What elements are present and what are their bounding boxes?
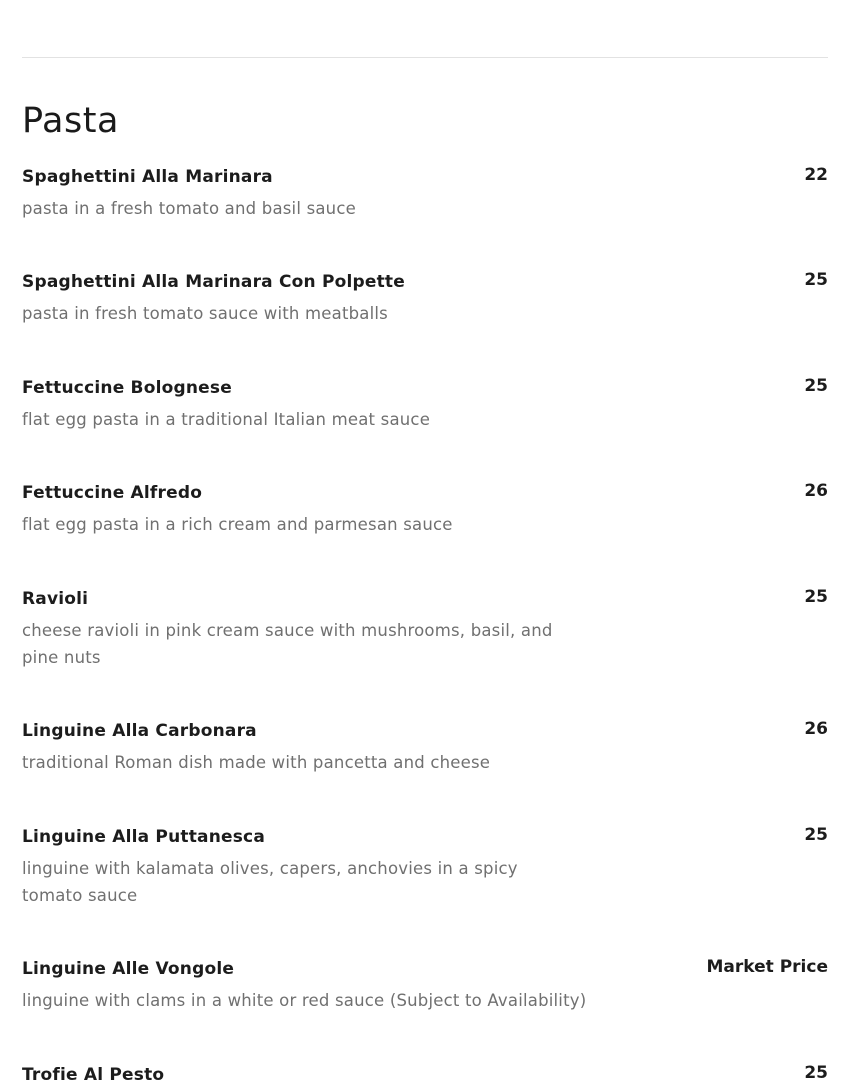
item-name: Spaghettini Alla Marinara Con Polpette bbox=[22, 272, 405, 292]
menu-item bbox=[22, 718, 828, 824]
item-name: Linguine Alla Carbonara bbox=[22, 721, 257, 741]
item-name: Fettuccine Bolognese bbox=[22, 378, 232, 398]
menu-item bbox=[22, 1062, 828, 1083]
item-name: Trofie Al Pesto bbox=[22, 1065, 165, 1083]
item-name: Ravioli bbox=[22, 589, 89, 609]
item-description: cheese ravioli in pink cream sauce with mushrooms, basil, and pine nuts bbox=[22, 621, 553, 667]
item-description: linguine with kalamata olives, capers, anchovies in a spicy tomato sauce bbox=[22, 859, 518, 905]
menu-item bbox=[22, 586, 828, 718]
item-description: linguine with clams in a white or red sauce (Subject to Availability) bbox=[22, 991, 587, 1010]
item-description: pasta in a fresh tomato and basil sauce bbox=[22, 199, 356, 218]
menu-item bbox=[22, 164, 828, 269]
item-name: Linguine Alle Vongole bbox=[22, 959, 235, 979]
item-price: Market Price bbox=[706, 957, 828, 977]
item-price: 22 bbox=[804, 165, 828, 185]
section-divider bbox=[22, 57, 828, 58]
item-name: Spaghettini Alla Marinara bbox=[22, 167, 273, 187]
menu-item bbox=[22, 480, 828, 586]
item-price: 25 bbox=[804, 270, 828, 290]
item-price: 25 bbox=[804, 825, 828, 845]
item-price: 26 bbox=[804, 481, 828, 501]
item-description: pasta in fresh tomato sauce with meatballs bbox=[22, 304, 388, 323]
item-description: flat egg pasta in a rich cream and parmesan sauce bbox=[22, 515, 453, 534]
section-title: Pasta bbox=[22, 101, 119, 141]
item-price: 25 bbox=[804, 587, 828, 607]
item-name: Fettuccine Alfredo bbox=[22, 483, 203, 503]
menu-item bbox=[22, 824, 828, 956]
item-description: flat egg pasta in a traditional Italian meat sauce bbox=[22, 410, 431, 429]
item-price: 25 bbox=[804, 376, 828, 396]
menu-list bbox=[22, 164, 828, 1083]
menu-item bbox=[22, 269, 828, 375]
item-price: 25 bbox=[804, 1063, 828, 1083]
item-price: 26 bbox=[804, 719, 828, 739]
menu-item bbox=[22, 375, 828, 480]
item-name: Linguine Alla Puttanesca bbox=[22, 827, 265, 847]
item-description: traditional Roman dish made with pancetta and cheese bbox=[22, 753, 491, 772]
menu-item bbox=[22, 956, 828, 1062]
